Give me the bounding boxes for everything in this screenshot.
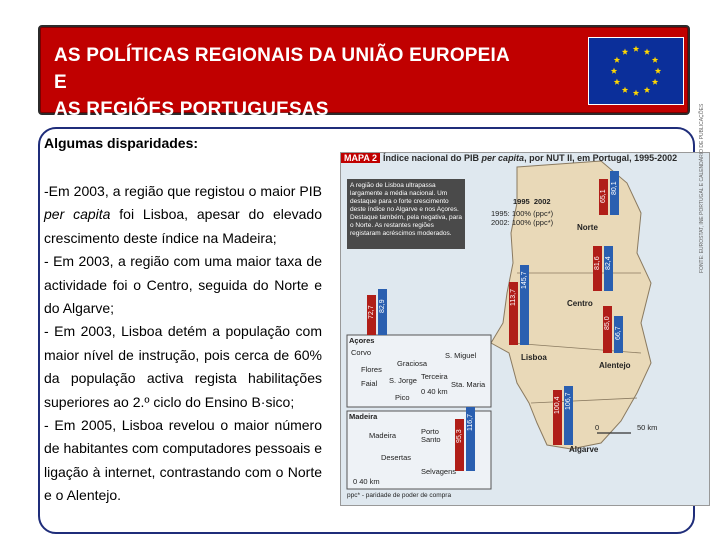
eu-star-icon (655, 68, 661, 74)
scale-zero: 0 (595, 423, 600, 432)
eu-star-icon (652, 57, 658, 63)
island-terceira: Terceira (421, 372, 448, 381)
eu-star-icon (614, 57, 620, 63)
paragraph-1-text: -Em 2003, a região que registou o maior PIB (44, 183, 322, 199)
azores-inset-title: Açores (349, 336, 375, 345)
paragraph-2: - Em 2003, a região com uma maior taxa de actividade foi o Centro, seguida do Norte e do Algarve; (44, 253, 322, 317)
bar-value-1995-açores: 72,7 (368, 305, 375, 319)
eu-stars-icon (589, 38, 683, 104)
bar-value-2002-madeira: 116,7 (467, 413, 474, 431)
azores-scale: 0 40 km (421, 387, 448, 396)
bar-value-2002-norte: 80,1 (611, 181, 618, 195)
bar-value-1995-norte: 65,1 (600, 189, 607, 204)
section-heading: Algumas disparidades: (44, 135, 199, 151)
island-s-miguel: S. Miguel (445, 351, 477, 360)
eu-star-icon (644, 49, 650, 55)
bar-value-1995-lisboa: 113,7 (510, 289, 517, 307)
legend-years (513, 197, 551, 206)
island-madeira: Madeira (369, 431, 397, 440)
bar-value-2002-açores: 82,9 (379, 299, 386, 314)
title-line-2: AS REGIÕES PORTUGUESAS (54, 99, 329, 120)
scale-label: 50 km (637, 423, 658, 432)
bar-value-1995-alentejo: 85,0 (604, 316, 611, 331)
map-title-emphasis: per capita (481, 153, 525, 163)
island-porto-santo: Porto Santo (421, 427, 441, 444)
map-footnote: ppc* - paridade de poder de compra (347, 492, 452, 499)
map-legend (491, 209, 553, 227)
eu-star-icon (633, 90, 639, 96)
map-title-end: , por NUT II, em Portugal, 1995-2002 (524, 153, 678, 163)
island-faial: Faial (361, 379, 378, 388)
bar-value-2002-algarve: 106,7 (565, 392, 572, 411)
map-tag: MAPA 2 (341, 153, 380, 163)
legend-year-2002: 2002 (533, 197, 551, 206)
map-credit: FONTE: EUROSTAT, INE PORTUGAL E CALENDÁRIO DE PUBLICAÇÕES (699, 103, 705, 273)
bar-value-1995-algarve: 100,4 (554, 396, 561, 414)
legend-1995: 1995: 100% (ppc*) (491, 209, 554, 218)
map-title (341, 153, 709, 167)
bar-value-1995-madeira: 95,3 (456, 428, 463, 443)
island-sta-maria: Sta. Maria (451, 380, 486, 389)
eu-star-icon (611, 68, 617, 74)
island-graciosa: Graciosa (397, 359, 428, 368)
paragraph-1-emphasis: per capita (44, 206, 111, 223)
region-label-centro: Centro (567, 299, 593, 308)
eu-star-icon (652, 79, 658, 85)
bar-value-2002-centro: 82,4 (605, 256, 612, 270)
eu-star-icon (633, 46, 639, 52)
region-label-norte: Norte (577, 223, 598, 232)
island-desertas: Desertas (381, 453, 412, 462)
madeira-inset-title: Madeira (349, 412, 378, 421)
island-corvo: Corvo (351, 348, 372, 357)
island-selvagens: Selvagens (421, 467, 457, 476)
island-s-jorge: S. Jorge (389, 376, 417, 385)
disparities-text (44, 180, 322, 508)
region-label-alentejo: Alentejo (599, 361, 631, 370)
title-banner (38, 25, 690, 120)
island-pico: Pico (395, 393, 410, 402)
paragraph-1-text-end: foi Lisboa, apesar do elevado crescimento deste índice na Madeira; (44, 206, 322, 246)
map-note: A região de Lisboa ultrapassa largamente a média nacional. Um destaque para o forte crescimento deste índice no Algarve e nos Açores. Destaque também, pela negativa, para o Norte. As restantes regiões registaram acréscimos moderados. (347, 179, 465, 249)
madeira-scale: 0 40 km (353, 477, 380, 486)
region-label-algarve: Algarve (569, 445, 599, 454)
eu-star-icon (614, 79, 620, 85)
eu-star-icon (622, 49, 628, 55)
paragraph-4: - Em 2005, Lisboa revelou o maior número de habitantes com computadores pessoais e ligação à internet, contrastando com o Norte e o Alentejo. (44, 417, 322, 504)
legend-year-1995: 1995 (513, 197, 530, 206)
page-title (54, 42, 524, 123)
paragraph-3: - Em 2003, Lisboa detém a população com maior nível de instrução, pois cerca de 60% da população activa regista habilitações superiores ao 2.º ciclo do Ensino B·sico; (44, 323, 322, 410)
title-line-1: AS POLÍTICAS REGIONAIS DA UNIÃO EUROPEIA E (54, 45, 510, 93)
legend-2002: 2002: 100% (ppc*) (491, 218, 554, 227)
bar-value-2002-alentejo: 66,7 (615, 326, 622, 341)
bar-value-1995-centro: 81,6 (594, 256, 601, 271)
island-flores: Flores (361, 365, 382, 374)
region-label-lisboa: Lisboa (521, 353, 547, 362)
eu-star-icon (644, 87, 650, 93)
eu-flag-icon (588, 37, 684, 105)
map-title-text: Índice nacional do PIB (383, 153, 482, 163)
eu-star-icon (622, 87, 628, 93)
paragraph-1 (44, 180, 322, 250)
bar-value-2002-lisboa: 145,7 (521, 271, 528, 289)
gdp-map-figure (340, 103, 710, 506)
bar-1995-madeira (455, 419, 464, 471)
